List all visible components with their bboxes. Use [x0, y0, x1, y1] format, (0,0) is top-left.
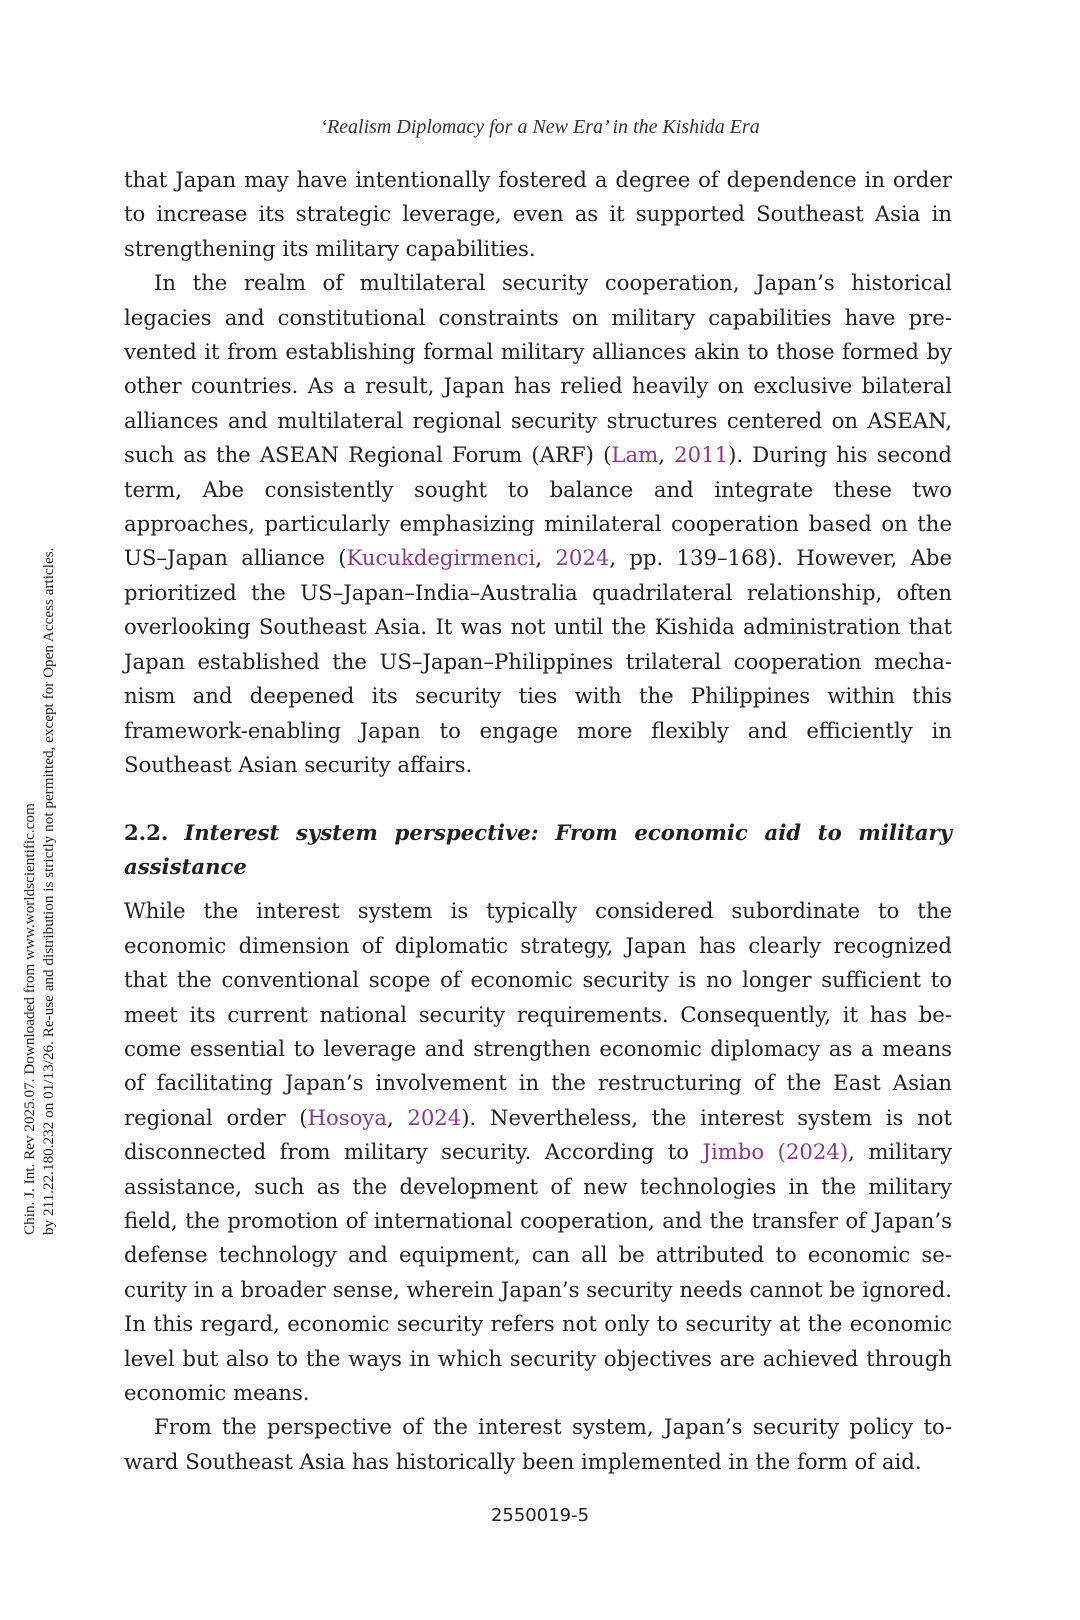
page-number: 2550019-5: [490, 1505, 590, 1526]
citation-separator: ,: [658, 442, 675, 468]
section-heading: [124, 816, 952, 884]
citation-hosoya-year[interactable]: 2024: [407, 1104, 462, 1130]
citation-lam-year[interactable]: 2011: [674, 442, 729, 468]
download-notice-line-1: Chin. J. Int. Rev 2025.07. Downloaded from www.worldscientific.com: [21, 803, 38, 1235]
citation-lam-author[interactable]: Lam: [611, 442, 659, 468]
paragraph-2: [124, 266, 952, 782]
section-title: Interest system perspective: From economic aid to military assistance: [124, 820, 952, 880]
citation-hosoya-author[interactable]: Hosoya: [307, 1104, 387, 1130]
citation-separator: ,: [535, 545, 556, 571]
paragraph-3: [124, 894, 952, 1410]
body-text: [124, 163, 952, 1479]
paragraph-2-text-2: ). During his second term, Abe consistently sought to balance and integrate these two approaches, particularly emphasizing minilateral cooperation based on the US–Japan alliance (: [124, 442, 952, 571]
citation-jimbo[interactable]: Jimbo (2024): [702, 1139, 849, 1165]
paragraph-2-text-3: , pp. 139–168). However, Abe prioritized the US–Japan–India–Australia quadrilateral relationship, often overlooking Southeast Asia. It was not until the Kishida administration that Japan established the US–Japan–Philippines trilateral cooperation mechanism and deepened its security ties with the Philippines within this framework-enabling Japan to engage more flexibly and efficiently in Southeast Asian security affairs.: [124, 545, 952, 777]
paragraph-3-text-3: , military assistance, such as the development of new technologies in the military field, the promotion of international cooperation, and the transfer of Japan’s defense technology and equipment, can all be attributed to economic security in a broader sense, wherein Japan’s security needs cannot be ignored. In this regard, economic security refers not only to security at the economic level but also to the ways in which security objectives are achieved through economic means.: [124, 1139, 952, 1405]
paragraph-2-text-1: In the realm of multilateral security cooperation, Japan’s historical legacies and constitutional constraints on military capabilities have prevented it from establishing formal military alliances akin to those formed by other countries. As a result, Japan has relied heavily on exclusive bilateral alliances and multilateral regional security structures centered on ASEAN, such as the ASEAN Regional Forum (ARF) (: [124, 270, 952, 468]
citation-kucukdegirmenci-author[interactable]: Kucukdegirmenci: [346, 545, 536, 571]
paragraph-1: that Japan may have intentionally fostered a degree of dependence in order to increase its strategic leverage, even as it supported Southeast Asia in strengthening its military capabilities.: [124, 167, 952, 261]
paragraph-3-text-1: While the interest system is typically considered subordinate to the economic dimension of diplomatic strategy, Japan has clearly recognized that the conventional scope of economic security is no longer sufficient to meet its current national security requirements. Consequently, it has become essential to leverage and strengthen economic diplomacy as a means of facilitating Japan’s involvement in the restructuring of the East Asian regional order (: [124, 898, 952, 1130]
citation-kucukdegirmenci-year[interactable]: 2024: [555, 545, 610, 571]
paragraph-4: From the perspective of the interest system, Japan’s security policy toward Southeast Asia has historically been implemented in the form of aid.: [124, 1414, 952, 1474]
download-notice: [20, 335, 58, 1235]
section-number: 2.2.: [124, 820, 169, 846]
running-head: ‘Realism Diplomacy for a New Era’ in the Kishida Era: [320, 116, 760, 138]
download-notice-line-2: by 211.22.180.232 on 01/13/26. Re-use and distribution is strictly not permitted, except for Open Access articles.: [40, 547, 57, 1235]
citation-separator: ,: [386, 1104, 408, 1130]
paragraph-3-text-2: ). Nevertheless, the interest system is not disconnected from military security. According to: [124, 1104, 952, 1165]
